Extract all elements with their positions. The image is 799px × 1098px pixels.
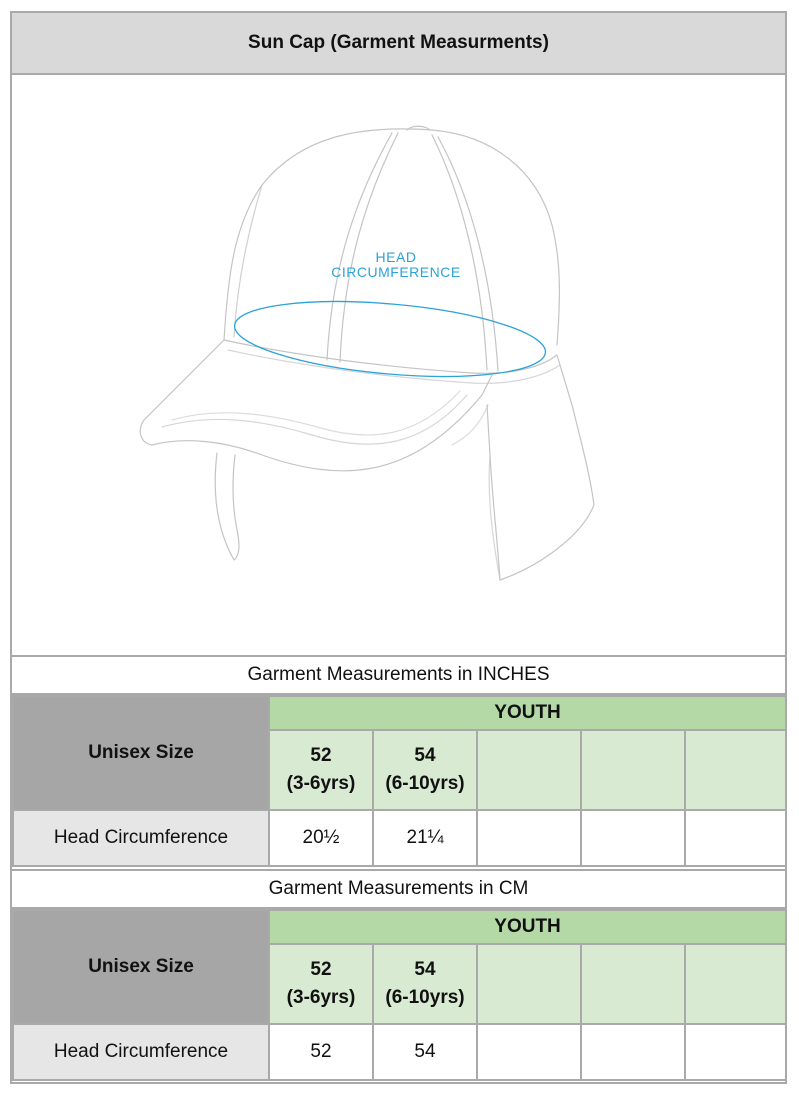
inches-table [12,695,787,867]
size-value: 54 [414,959,436,980]
empty-size-cell [685,730,786,810]
empty-value-cell [685,1024,786,1080]
size-chart-sheet [10,11,787,1084]
youth-group-header: YOUTH [269,696,786,730]
size-52-cell [269,944,373,1024]
measurement-value: 20½ [269,810,373,866]
unisex-size-label: Unisex Size [13,910,269,1024]
empty-size-cell [685,944,786,1024]
head-circumference-ellipse [232,291,549,388]
age-range: (3-6yrs) [286,987,356,1008]
size-52-cell [269,730,373,810]
empty-value-cell [581,810,685,866]
annotation-head-label: HEAD [375,249,417,265]
youth-group-header: YOUTH [269,910,786,944]
empty-value-cell [477,810,581,866]
empty-value-cell [685,810,786,866]
unisex-size-label: Unisex Size [13,696,269,810]
empty-value-cell [581,1024,685,1080]
age-range: (3-6yrs) [286,773,356,794]
cap-illustration [12,75,785,655]
empty-size-cell [477,944,581,1024]
age-range: (6-10yrs) [385,987,465,1008]
cm-table [12,909,787,1081]
head-circumference-label: Head Circumference [13,810,269,866]
measurement-value: 54 [373,1024,477,1080]
size-value: 52 [310,745,332,766]
measurement-value: 52 [269,1024,373,1080]
cm-section-title: Garment Measurements in CM [12,869,785,909]
empty-value-cell [477,1024,581,1080]
measurement-value: 21¼ [373,810,477,866]
empty-size-cell [581,730,685,810]
inches-section-title: Garment Measurements in INCHES [12,655,785,695]
size-54-cell [373,730,477,810]
head-circumference-label: Head Circumference [13,1024,269,1080]
size-value: 52 [310,959,332,980]
age-range: (6-10yrs) [385,773,465,794]
page-title: Sun Cap (Garment Measurments) [12,13,785,75]
empty-size-cell [581,944,685,1024]
sun-cap-drawing [12,75,785,655]
annotation-circumference-label: CIRCUMFERENCE [331,264,461,280]
size-value: 54 [414,745,436,766]
empty-size-cell [477,730,581,810]
size-54-cell [373,944,477,1024]
